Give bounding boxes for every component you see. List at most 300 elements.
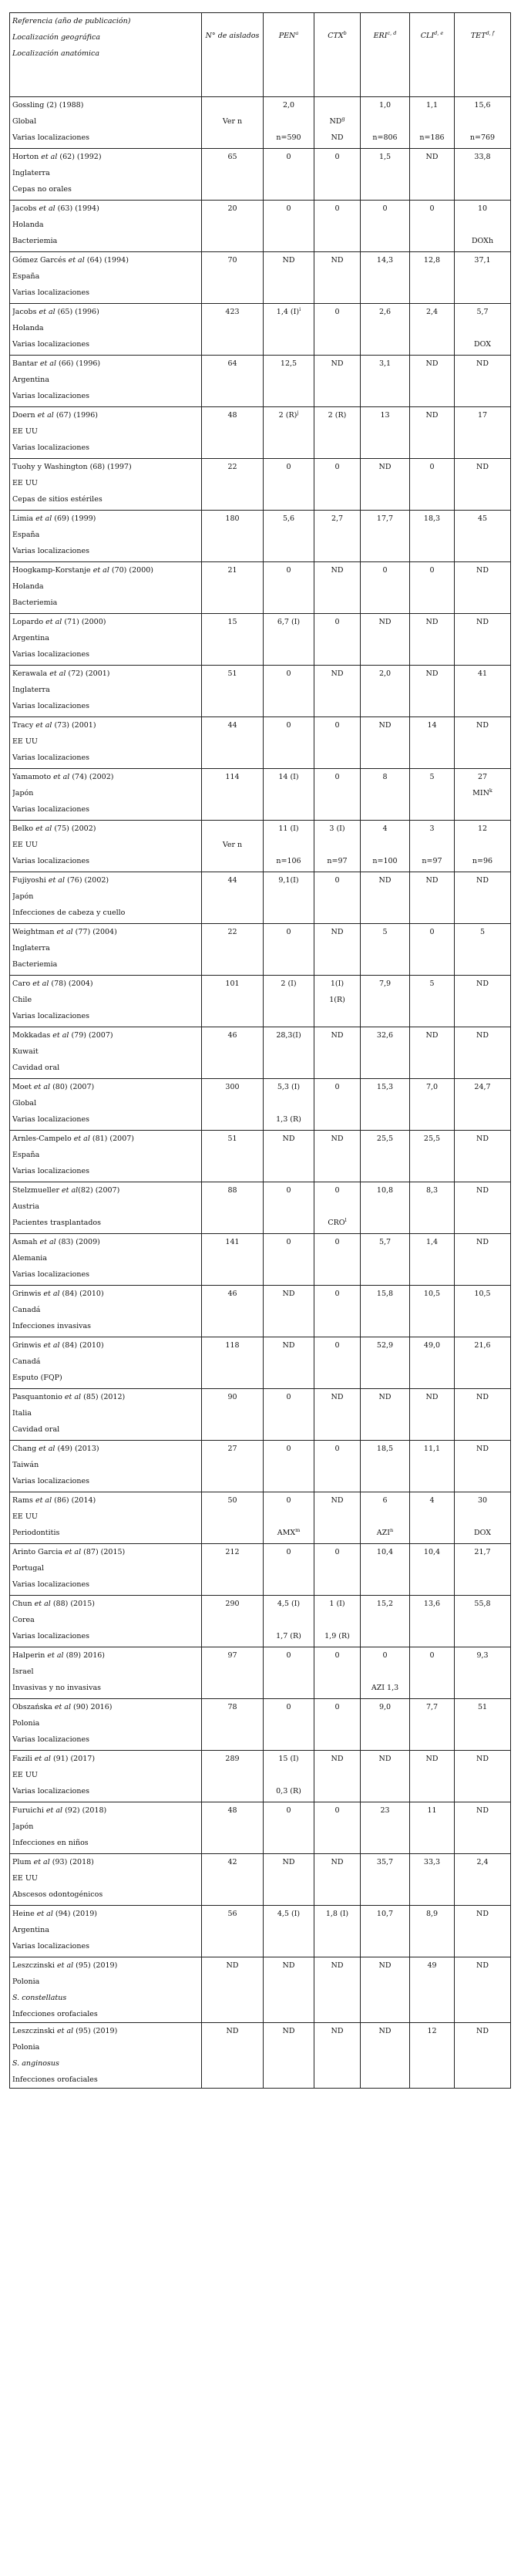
empty-line: [361, 2055, 409, 2072]
et-al-text: et al: [33, 721, 52, 730]
empty-line: [264, 837, 314, 853]
pen-cell: [264, 1492, 314, 1544]
empty-line: [264, 630, 314, 646]
n-value: [202, 2023, 263, 2039]
n-value: [202, 1079, 263, 1095]
eri-value: [361, 2023, 409, 2039]
n-value-text: 20: [227, 204, 237, 213]
pen-value: [264, 1079, 314, 1095]
empty-line: [202, 527, 263, 543]
empty-line: [314, 801, 360, 818]
cli-value-text: 4: [429, 1496, 435, 1505]
empty-line: [361, 1990, 409, 2006]
n-value: [202, 1699, 263, 1715]
n-value-text: 88: [227, 1186, 237, 1195]
empty-line: [410, 1612, 454, 1628]
n-cell: [202, 407, 264, 459]
eri-value: [361, 614, 409, 630]
pen-value-text: 5,6: [282, 514, 295, 523]
n-value-text: 423: [225, 308, 240, 316]
empty-line: [264, 1044, 314, 1060]
tet-cell: [455, 1182, 511, 1234]
ctx-cell: [314, 717, 361, 769]
cli-cell: [410, 1751, 455, 1802]
empty-line: [455, 1008, 510, 1024]
empty-line: [264, 217, 314, 233]
pen-value: [264, 511, 314, 527]
ctx-cell: [314, 1182, 361, 1234]
pen-value-text: ND: [282, 2027, 295, 2035]
location-text: EE UU: [12, 1874, 38, 1883]
empty-line: [361, 165, 409, 181]
tet-value-text: ND: [476, 721, 489, 730]
pen-value: [264, 1337, 314, 1354]
eri-value: [361, 97, 409, 113]
eri-cell: [361, 459, 410, 511]
n-value: [202, 113, 263, 130]
ctx-cell: [314, 1079, 361, 1131]
table-row: [10, 717, 511, 769]
ctx-value: [314, 1628, 360, 1644]
eri-value-text: 3,1: [378, 359, 392, 368]
ctx-value: [314, 1182, 360, 1199]
ctx-value: [314, 821, 360, 837]
cli-cell: [410, 459, 455, 511]
eri-value: [361, 459, 409, 475]
empty-line: [410, 992, 454, 1008]
empty-line: [314, 1250, 360, 1266]
footnote-marker: n: [390, 1526, 394, 1533]
empty-line: [410, 285, 454, 301]
pen-cell: [264, 1234, 314, 1286]
eri-cell: [361, 252, 410, 304]
tet-value-text: DOXh: [471, 237, 494, 245]
tet-value: [455, 1854, 510, 1870]
eri-value: [361, 356, 409, 372]
eri-value: [361, 1182, 409, 1199]
tet-value: [455, 1234, 510, 1250]
cli-value: [410, 1389, 454, 1405]
pen-cell: [264, 97, 314, 149]
empty-line: [361, 1715, 409, 1731]
table-row: [10, 821, 511, 872]
empty-line: [361, 181, 409, 197]
empty-line: [314, 1680, 360, 1696]
n-cell: [202, 1854, 264, 1906]
empty-line: [264, 578, 314, 595]
empty-line: [314, 1302, 360, 1318]
cli-value: [410, 821, 454, 837]
empty-line: [314, 1664, 360, 1680]
empty-line: [314, 1111, 360, 1128]
empty-line: [314, 1473, 360, 1489]
pen-cell: [264, 201, 314, 252]
tet-cell: [455, 924, 511, 976]
empty-line: [410, 646, 454, 663]
pen-value: [264, 1111, 314, 1128]
empty-line: [314, 2055, 360, 2072]
ctx-value-text: 1(I): [330, 979, 345, 988]
eri-cell: [361, 717, 410, 769]
empty-line: [202, 1199, 263, 1215]
table-row: [10, 769, 511, 821]
location-text: Taiwán: [12, 1461, 39, 1469]
ctx-cell: [314, 1751, 361, 1802]
empty-line: [410, 1990, 454, 2006]
pen-value: [264, 872, 314, 888]
empty-line: [361, 733, 409, 750]
ctx-cell: [314, 1337, 361, 1389]
pen-cell: [264, 614, 314, 666]
anatomical-site-text: Varias localizaciones: [12, 1012, 89, 1020]
anatomical-site-text: Varias localizaciones: [12, 1787, 89, 1795]
empty-line: [361, 1783, 409, 1799]
et-al-text: et al: [41, 1290, 60, 1298]
empty-line: [264, 1095, 314, 1111]
cli-cell: [410, 201, 455, 252]
reference-text: Jacobs et al (63) (1994): [12, 204, 99, 213]
location-text: Inglaterra: [12, 169, 50, 177]
table-row: [10, 1596, 511, 1647]
empty-line: [455, 1628, 510, 1644]
pen-value-text: 1,3 (R): [276, 1115, 301, 1124]
cli-cell: [410, 924, 455, 976]
ctx-value: [314, 511, 360, 527]
empty-line: [264, 733, 314, 750]
empty-line: [455, 698, 510, 714]
tet-value-text: ND: [476, 2027, 489, 2035]
empty-line: [410, 940, 454, 956]
tet-cell: [455, 1027, 511, 1079]
empty-line: [264, 1318, 314, 1334]
reference-text: Asmah et al (83) (2009): [12, 1238, 100, 1246]
reference-cell: [10, 614, 202, 666]
empty-line: [361, 1731, 409, 1748]
eri-cell: [361, 1699, 410, 1751]
tet-value: [455, 614, 510, 630]
cli-cell: [410, 562, 455, 614]
n-value: [202, 1441, 263, 1457]
table-row: [10, 149, 511, 201]
n-value-text: 180: [225, 514, 240, 523]
empty-line: [361, 1044, 409, 1060]
cli-value: [410, 252, 454, 268]
location-text: Japón: [12, 789, 34, 797]
cli-value: [410, 1492, 454, 1509]
empty-line: [410, 113, 454, 130]
table-row: [10, 924, 511, 976]
eri-cell: [361, 356, 410, 407]
pen-cell: [264, 304, 314, 356]
tet-value: [455, 459, 510, 475]
location-text: Chile: [12, 996, 32, 1004]
empty-line: [361, 1612, 409, 1628]
empty-line: [202, 2039, 263, 2055]
empty-line: [264, 491, 314, 507]
empty-line: [264, 750, 314, 766]
cli-cell: [410, 1131, 455, 1182]
tet-cell: [455, 407, 511, 459]
eri-value-text: 0: [382, 566, 388, 575]
eri-value-text: ND: [378, 463, 392, 471]
eri-value-text: n=806: [372, 133, 398, 142]
ctx-cell: [314, 252, 361, 304]
location-text: Japón: [12, 892, 34, 901]
empty-line: [455, 423, 510, 440]
reference-text: Chang et al (49) (2013): [12, 1445, 99, 1453]
tet-value-text: 27: [477, 773, 488, 781]
cli-cell: [410, 149, 455, 201]
ctx-value-text: 3 (I): [329, 824, 345, 833]
tet-cell: [455, 614, 511, 666]
n-cell: [202, 976, 264, 1027]
anatomical-site-text: Varias localizaciones: [12, 1167, 89, 1175]
reference-cell: [10, 1957, 202, 2023]
empty-line: [455, 113, 510, 130]
empty-line: [202, 905, 263, 921]
ctx-value: [314, 201, 360, 217]
tet-value: [455, 1286, 510, 1302]
eri-value-text: AZI 1,3: [371, 1684, 399, 1692]
anatomical-site-text: Varias localizaciones: [12, 1580, 89, 1589]
location-text: Kuwait: [12, 1047, 39, 1056]
tet-value: [455, 407, 510, 423]
empty-line: [455, 1922, 510, 1938]
eri-value-text: ND: [378, 721, 392, 730]
tet-value-text: ND: [476, 566, 489, 575]
tet-value: [455, 1492, 510, 1509]
ctx-value-text: ND: [331, 1393, 344, 1401]
n-cell: [202, 1802, 264, 1854]
ctx-cell: [314, 1957, 361, 2023]
reference-cell: [10, 1544, 202, 1596]
empty-line: [410, 1111, 454, 1128]
empty-line: [264, 1819, 314, 1835]
pen-value-text: 0: [286, 1238, 291, 1246]
tet-cell: [455, 1389, 511, 1441]
empty-line: [202, 578, 263, 595]
eri-value-text: ND: [378, 876, 392, 885]
tet-value-text: ND: [476, 463, 489, 471]
pen-value-text: 2 (R): [278, 411, 297, 420]
ctx-cell: [314, 1699, 361, 1751]
empty-line: [264, 1509, 314, 1525]
n-value: [202, 717, 263, 733]
empty-line: [410, 491, 454, 507]
empty-line: [314, 423, 360, 440]
empty-line: [314, 733, 360, 750]
cli-cell: [410, 614, 455, 666]
empty-line: [410, 543, 454, 559]
n-cell: [202, 201, 264, 252]
eri-cell: [361, 1802, 410, 1854]
empty-line: [455, 940, 510, 956]
empty-line: [264, 1990, 314, 2006]
empty-line: [455, 837, 510, 853]
pen-value: [264, 1131, 314, 1147]
eri-value: [361, 853, 409, 869]
empty-line: [410, 165, 454, 181]
eri-cell: [361, 1957, 410, 2023]
empty-line: [314, 1370, 360, 1386]
eri-value: [361, 149, 409, 165]
tet-value-text: ND: [476, 1445, 489, 1453]
tet-value: [455, 1647, 510, 1664]
eri-value-text: 10,8: [376, 1186, 394, 1195]
pen-value-text: 15 (I): [278, 1755, 299, 1763]
empty-line: [410, 1405, 454, 1421]
empty-line: [202, 698, 263, 714]
cli-cell: [410, 304, 455, 356]
eri-value-text: 6: [382, 1496, 388, 1505]
empty-line: [314, 1318, 360, 1334]
n-cell: [202, 666, 264, 717]
tet-value-text: ND: [476, 876, 489, 885]
anatomical-site-text: Varias localizaciones: [12, 133, 89, 142]
empty-line: [455, 750, 510, 766]
eri-value: [361, 872, 409, 888]
empty-line: [410, 1354, 454, 1370]
empty-line: [410, 2039, 454, 2055]
eri-value-text: 15,8: [376, 1290, 394, 1298]
reference-text: Horton et al (62) (1992): [12, 153, 102, 161]
empty-line: [410, 1576, 454, 1593]
reference-cell: [10, 1182, 202, 1234]
empty-line: [410, 785, 454, 801]
cli-cell: [410, 1441, 455, 1492]
et-al-text: et al: [32, 1600, 51, 1608]
n-cell: [202, 511, 264, 562]
eri-value: [361, 1647, 409, 1664]
empty-line: [264, 992, 314, 1008]
empty-line: [455, 388, 510, 404]
location-text: Holanda: [12, 221, 44, 229]
ctx-value: [314, 872, 360, 888]
reference-cell: [10, 821, 202, 872]
empty-line: [410, 1767, 454, 1783]
anatomical-site-text: Varias localizaciones: [12, 1735, 89, 1744]
empty-line: [202, 130, 263, 146]
eri-cell: [361, 304, 410, 356]
ctx-cell: [314, 872, 361, 924]
cli-value: [410, 853, 454, 869]
eri-cell: [361, 1544, 410, 1596]
anatomical-site-text: Varias localizaciones: [12, 1115, 89, 1124]
empty-line: [314, 165, 360, 181]
tet-cell: [455, 2023, 511, 2089]
anatomical-site-text: Varias localizaciones: [12, 650, 89, 659]
empty-line: [410, 801, 454, 818]
cli-value-text: 0: [429, 566, 435, 575]
empty-line: [455, 1163, 510, 1179]
cli-cell: [410, 1337, 455, 1389]
pen-cell: [264, 1027, 314, 1079]
cli-value-text: 1,4: [425, 1238, 439, 1246]
empty-line: [455, 1421, 510, 1438]
empty-line: [410, 1199, 454, 1215]
cli-value: [410, 130, 454, 146]
empty-line: [314, 1715, 360, 1731]
pen-value-text: 0: [286, 1703, 291, 1711]
n-value-text: 101: [225, 979, 240, 988]
cli-value-text: ND: [425, 618, 439, 626]
ctx-cell: [314, 614, 361, 666]
tet-cell: [455, 1131, 511, 1182]
empty-line: [264, 372, 314, 388]
ctx-value: [314, 1751, 360, 1767]
empty-line: [202, 750, 263, 766]
empty-line: [455, 1783, 510, 1799]
empty-line: [361, 1060, 409, 1076]
ctx-value: [314, 113, 360, 130]
empty-line: [314, 1457, 360, 1473]
et-al-text: et al: [35, 411, 54, 420]
pen-value-text: 0: [286, 928, 291, 936]
tet-value: [455, 1957, 510, 1974]
empty-line: [361, 491, 409, 507]
ctx-value-text: 0: [334, 1238, 340, 1246]
table-row: [10, 407, 511, 459]
n-cell: [202, 1337, 264, 1389]
pen-value: [264, 614, 314, 630]
cli-cell: [410, 1699, 455, 1751]
empty-line: [202, 1990, 263, 2006]
ctx-value: [314, 1699, 360, 1715]
ctx-value-text: ND: [331, 1135, 344, 1143]
table-row: [10, 511, 511, 562]
empty-line: [264, 527, 314, 543]
empty-line: [455, 1612, 510, 1628]
n-value-text: 97: [227, 1651, 237, 1660]
empty-line: [202, 233, 263, 249]
empty-line: [314, 285, 360, 301]
pen-cell: [264, 1751, 314, 1802]
empty-line: [455, 527, 510, 543]
empty-line: [202, 1354, 263, 1370]
empty-line: [410, 268, 454, 285]
empty-line: [455, 372, 510, 388]
empty-line: [361, 1870, 409, 1886]
ctx-value: [314, 1286, 360, 1302]
footnote-marker: j: [297, 409, 299, 416]
location-text: España: [12, 531, 40, 539]
eri-cell: [361, 1286, 410, 1337]
empty-line: [410, 1250, 454, 1266]
pen-cell: [264, 149, 314, 201]
empty-line: [455, 1835, 510, 1851]
tet-value-text: n=769: [469, 133, 496, 142]
empty-line: [202, 1819, 263, 1835]
empty-line: [314, 1147, 360, 1163]
empty-line: [410, 1163, 454, 1179]
empty-line: [314, 388, 360, 404]
pen-value-text: 0: [286, 153, 291, 161]
empty-line: [410, 1819, 454, 1835]
empty-line: [361, 1095, 409, 1111]
tet-value-text: 51: [477, 1703, 488, 1711]
empty-line: [455, 1095, 510, 1111]
empty-line: [361, 1163, 409, 1179]
pen-value: [264, 201, 314, 217]
cli-value-text: 25,5: [423, 1135, 441, 1143]
cli-cell: [410, 1854, 455, 1906]
empty-line: [361, 1250, 409, 1266]
ctx-value: [314, 1337, 360, 1354]
empty-line: [361, 1974, 409, 1990]
tet-value-text: ND: [476, 1238, 489, 1246]
ctx-value: [314, 1234, 360, 1250]
tet-value: [455, 149, 510, 165]
